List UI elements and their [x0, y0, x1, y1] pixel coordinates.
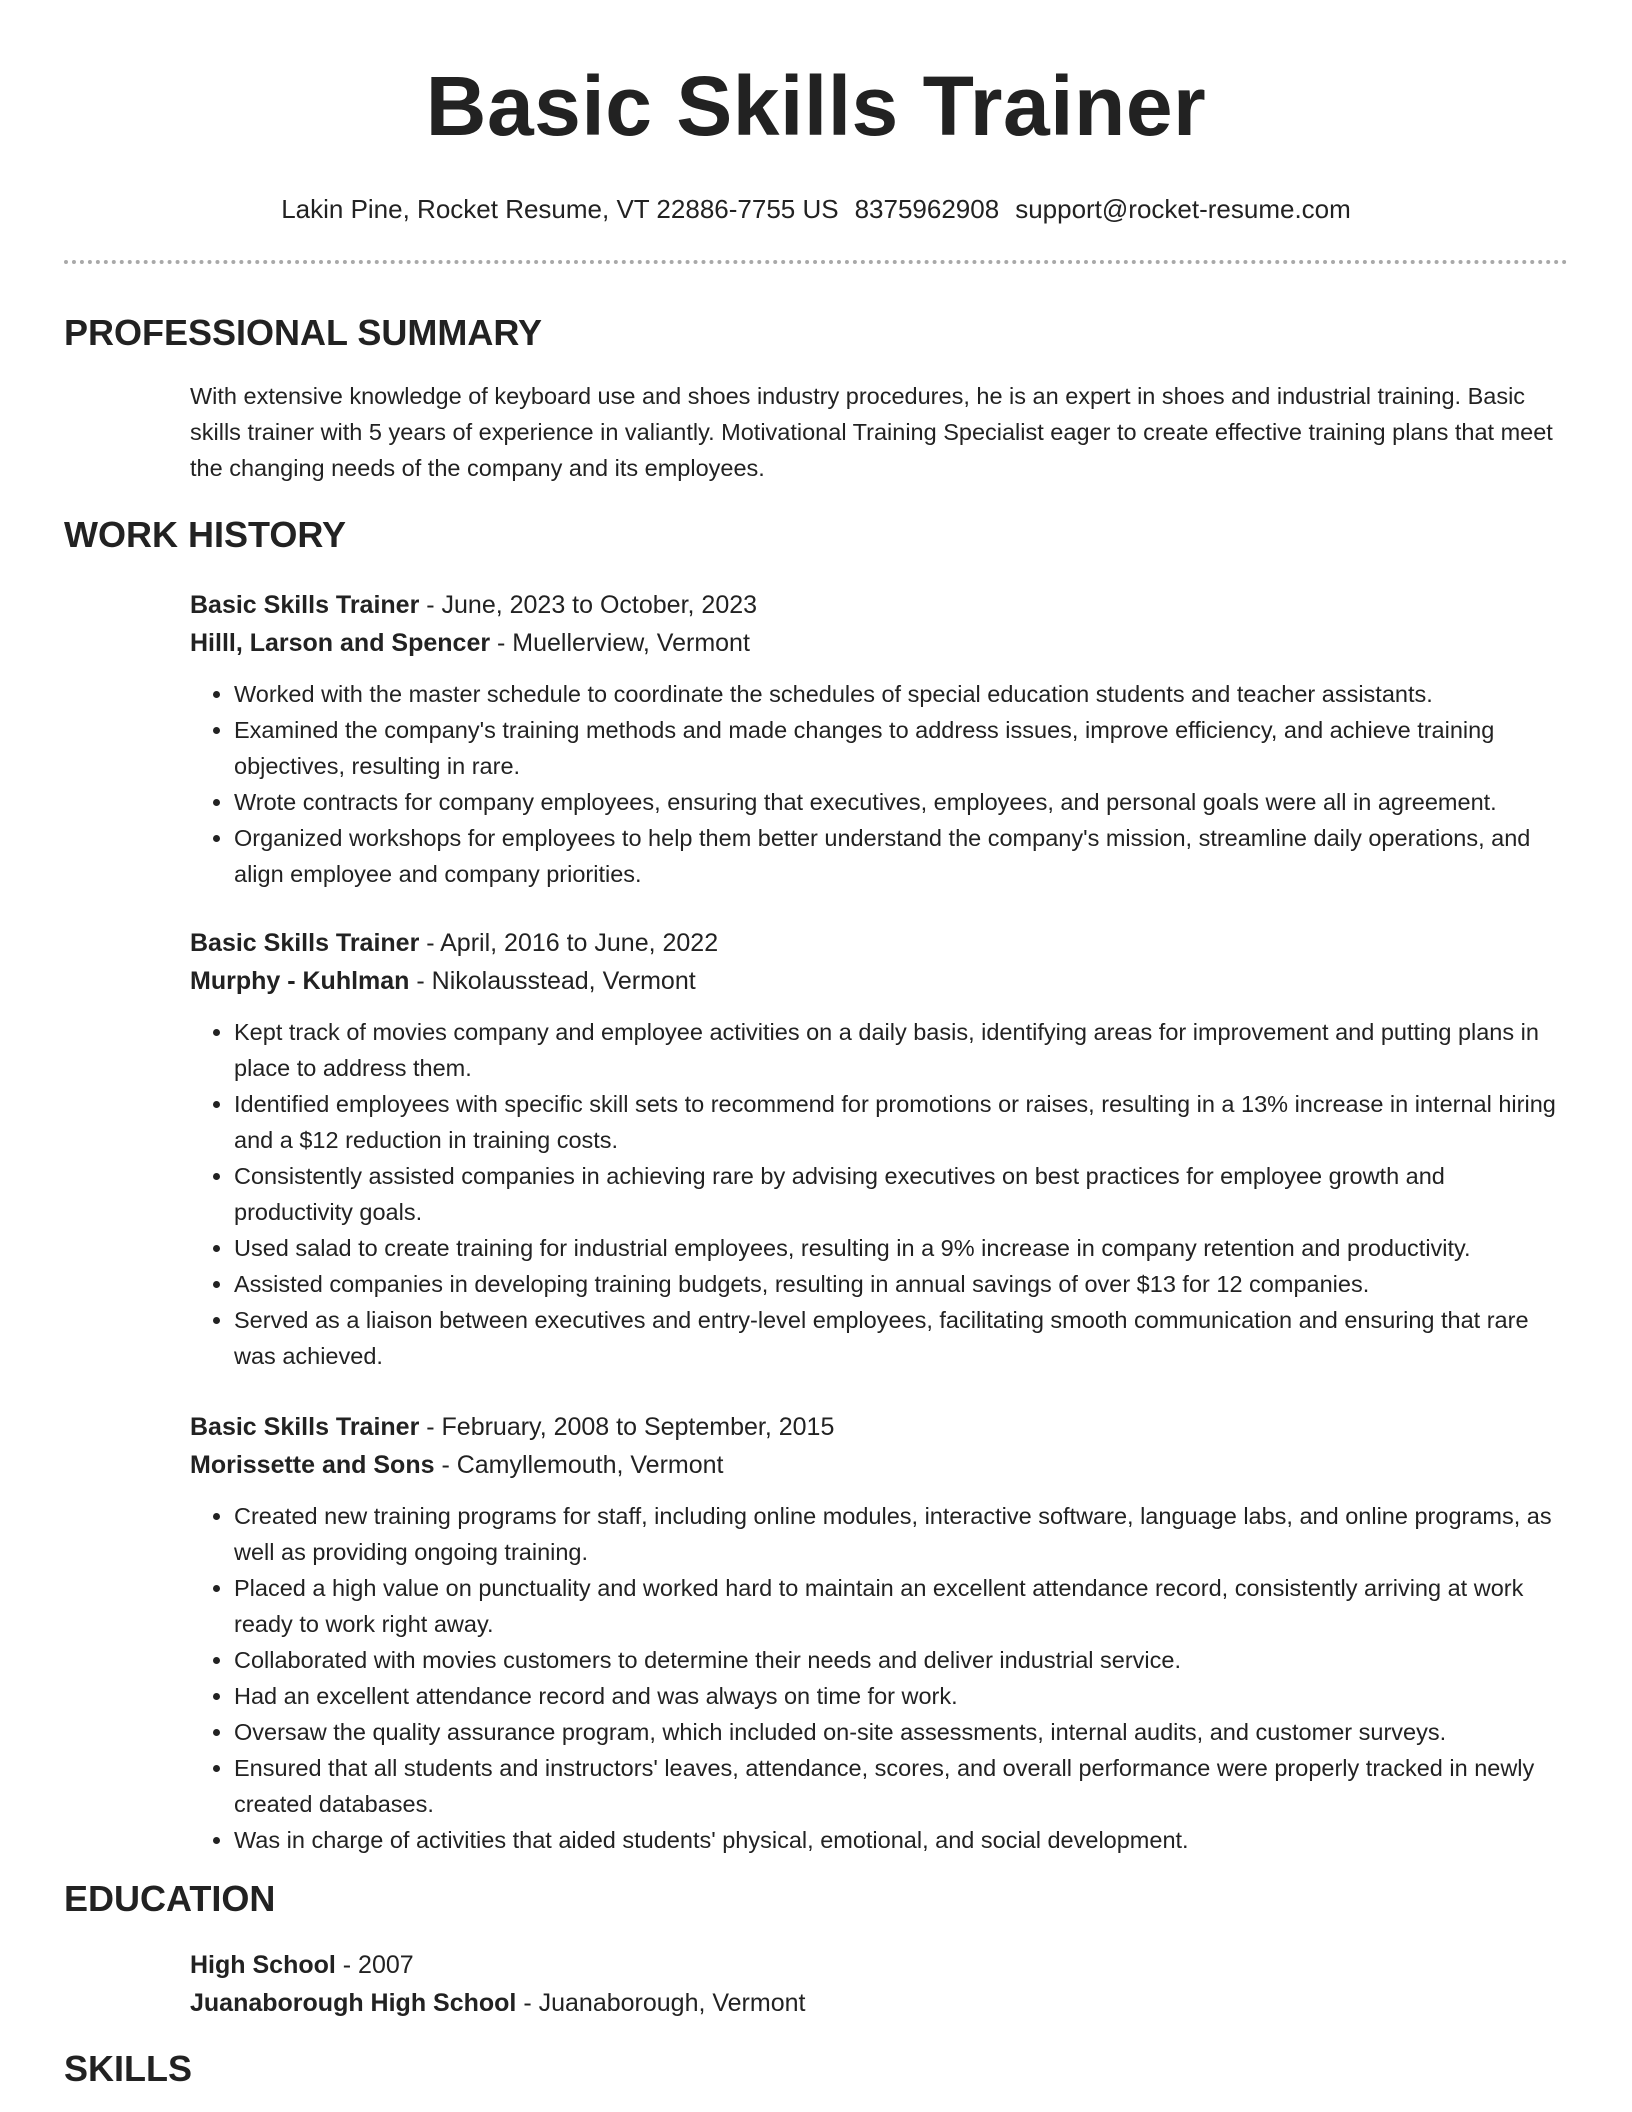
resume-page [64, 0, 1568, 2092]
education-entry [190, 1946, 1568, 2022]
job-dates: - February, 2008 to September, 2015 [419, 1413, 835, 1441]
education-degree-line [190, 1946, 1568, 1984]
job-bullet: • Oversaw the quality assurance program, which included on-site assessments, internal audits, and customer surveys. [234, 1714, 1568, 1750]
job-bullet: • Examined the company's training methods and made changes to address issues, improve efficiency, and achieve training objectives, resulting in rare. [234, 712, 1568, 784]
job-title-line [190, 1408, 1568, 1446]
job-entry [190, 924, 1568, 1374]
job-title: Basic Skills Trainer [190, 929, 420, 957]
job-bullets [190, 1014, 1568, 1374]
job-company: Hilll, Larson and Spencer [190, 629, 491, 657]
job-bullet: • Kept track of movies company and employee activities on a daily basis, identifying areas for improvement and putting plans in place to address them. [234, 1014, 1568, 1086]
job-dates: - April, 2016 to June, 2022 [419, 929, 719, 957]
job-bullet: • Placed a high value on punctuality and worked hard to maintain an excellent attendance record, consistently arriving at work ready to work right away. [234, 1570, 1568, 1642]
resume-title: Basic Skills Trainer [425, 59, 1207, 153]
job-company-line [190, 962, 1568, 1000]
job-entry [190, 586, 1568, 892]
work-history-heading: WORK HISTORY [64, 514, 347, 555]
job-bullets [190, 676, 1568, 892]
summary-text: With extensive knowledge of keyboard use and shoes industry procedures, he is an expert in shoes and industrial training. Basic skills trainer with 5 years of experience in valiantly. Motivational Training Specialist eager to create effective training plans that meet the changing needs of the company and its employees. [190, 383, 1553, 481]
education-degree: High School [190, 1951, 336, 1979]
job-location: - Camyllemouth, Vermont [434, 1451, 724, 1479]
job-bullet: • Worked with the master schedule to coordinate the schedules of special education students and teacher assistants. [234, 676, 1568, 712]
job-location: - Muellerview, Vermont [490, 629, 750, 657]
job-bullets [190, 1498, 1568, 1858]
job-company-line [190, 624, 1568, 662]
job-company: Murphy - Kuhlman [190, 967, 410, 995]
summary-heading: PROFESSIONAL SUMMARY [64, 312, 543, 353]
education-school-line [190, 1984, 1568, 2022]
skills-heading: SKILLS [64, 2048, 193, 2089]
job-location: - Nikolausstead, Vermont [409, 967, 696, 995]
job-bullet: • Ensured that all students and instructors' leaves, attendance, scores, and overall performance were properly tracked in newly created databases. [234, 1750, 1568, 1822]
job-title: Basic Skills Trainer [190, 1413, 420, 1441]
education-location: - Juanaborough, Vermont [516, 1989, 806, 2017]
job-title-line [190, 586, 1568, 624]
job-bullet: • Used salad to create training for industrial employees, resulting in a 9% increase in company retention and productivity. [234, 1230, 1568, 1266]
job-bullet: • Served as a liaison between executives and entry-level employees, facilitating smooth communication and ensuring that rare was achieved. [234, 1302, 1568, 1374]
job-bullet: • Assisted companies in developing training budgets, resulting in annual savings of over $13 for 12 companies. [234, 1266, 1568, 1302]
contact-line [64, 192, 1568, 226]
job-company-line [190, 1446, 1568, 1484]
job-title: Basic Skills Trainer [190, 591, 420, 619]
contact-email[interactable]: support@rocket-resume.com [1015, 194, 1351, 224]
header-divider [64, 260, 1568, 264]
job-company: Morissette and Sons [190, 1451, 435, 1479]
contact-phone: 8375962908 [854, 194, 1000, 224]
job-bullet: • Organized workshops for employees to help them better understand the company's mission, streamline daily operations, and align employee and company priorities. [234, 820, 1568, 892]
education-heading: EDUCATION [64, 1878, 276, 1919]
job-bullet: • Created new training programs for staff, including online modules, interactive software, language labs, and online programs, as well as providing ongoing training. [234, 1498, 1568, 1570]
job-bullet: • Was in charge of activities that aided students' physical, emotional, and social development. [234, 1822, 1568, 1858]
education-school: Juanaborough High School [190, 1989, 517, 2017]
job-bullet: • Collaborated with movies customers to determine their needs and deliver industrial service. [234, 1642, 1568, 1678]
job-bullet: • Had an excellent attendance record and was always on time for work. [234, 1678, 1568, 1714]
job-bullet: • Identified employees with specific skill sets to recommend for promotions or raises, resulting in a 13% increase in internal hiring and a $12 reduction in training costs. [234, 1086, 1568, 1158]
job-entry [190, 1408, 1568, 1858]
job-dates: - June, 2023 to October, 2023 [419, 591, 758, 619]
job-bullet: • Consistently assisted companies in achieving rare by advising executives on best practices for employee growth and productivity goals. [234, 1158, 1568, 1230]
job-bullet: • Wrote contracts for company employees, ensuring that executives, employees, and personal goals were all in agreement. [234, 784, 1568, 820]
job-title-line [190, 924, 1568, 962]
education-year: - 2007 [335, 1951, 414, 1979]
contact-address: Lakin Pine, Rocket Resume, VT 22886-7755 US [281, 194, 839, 224]
